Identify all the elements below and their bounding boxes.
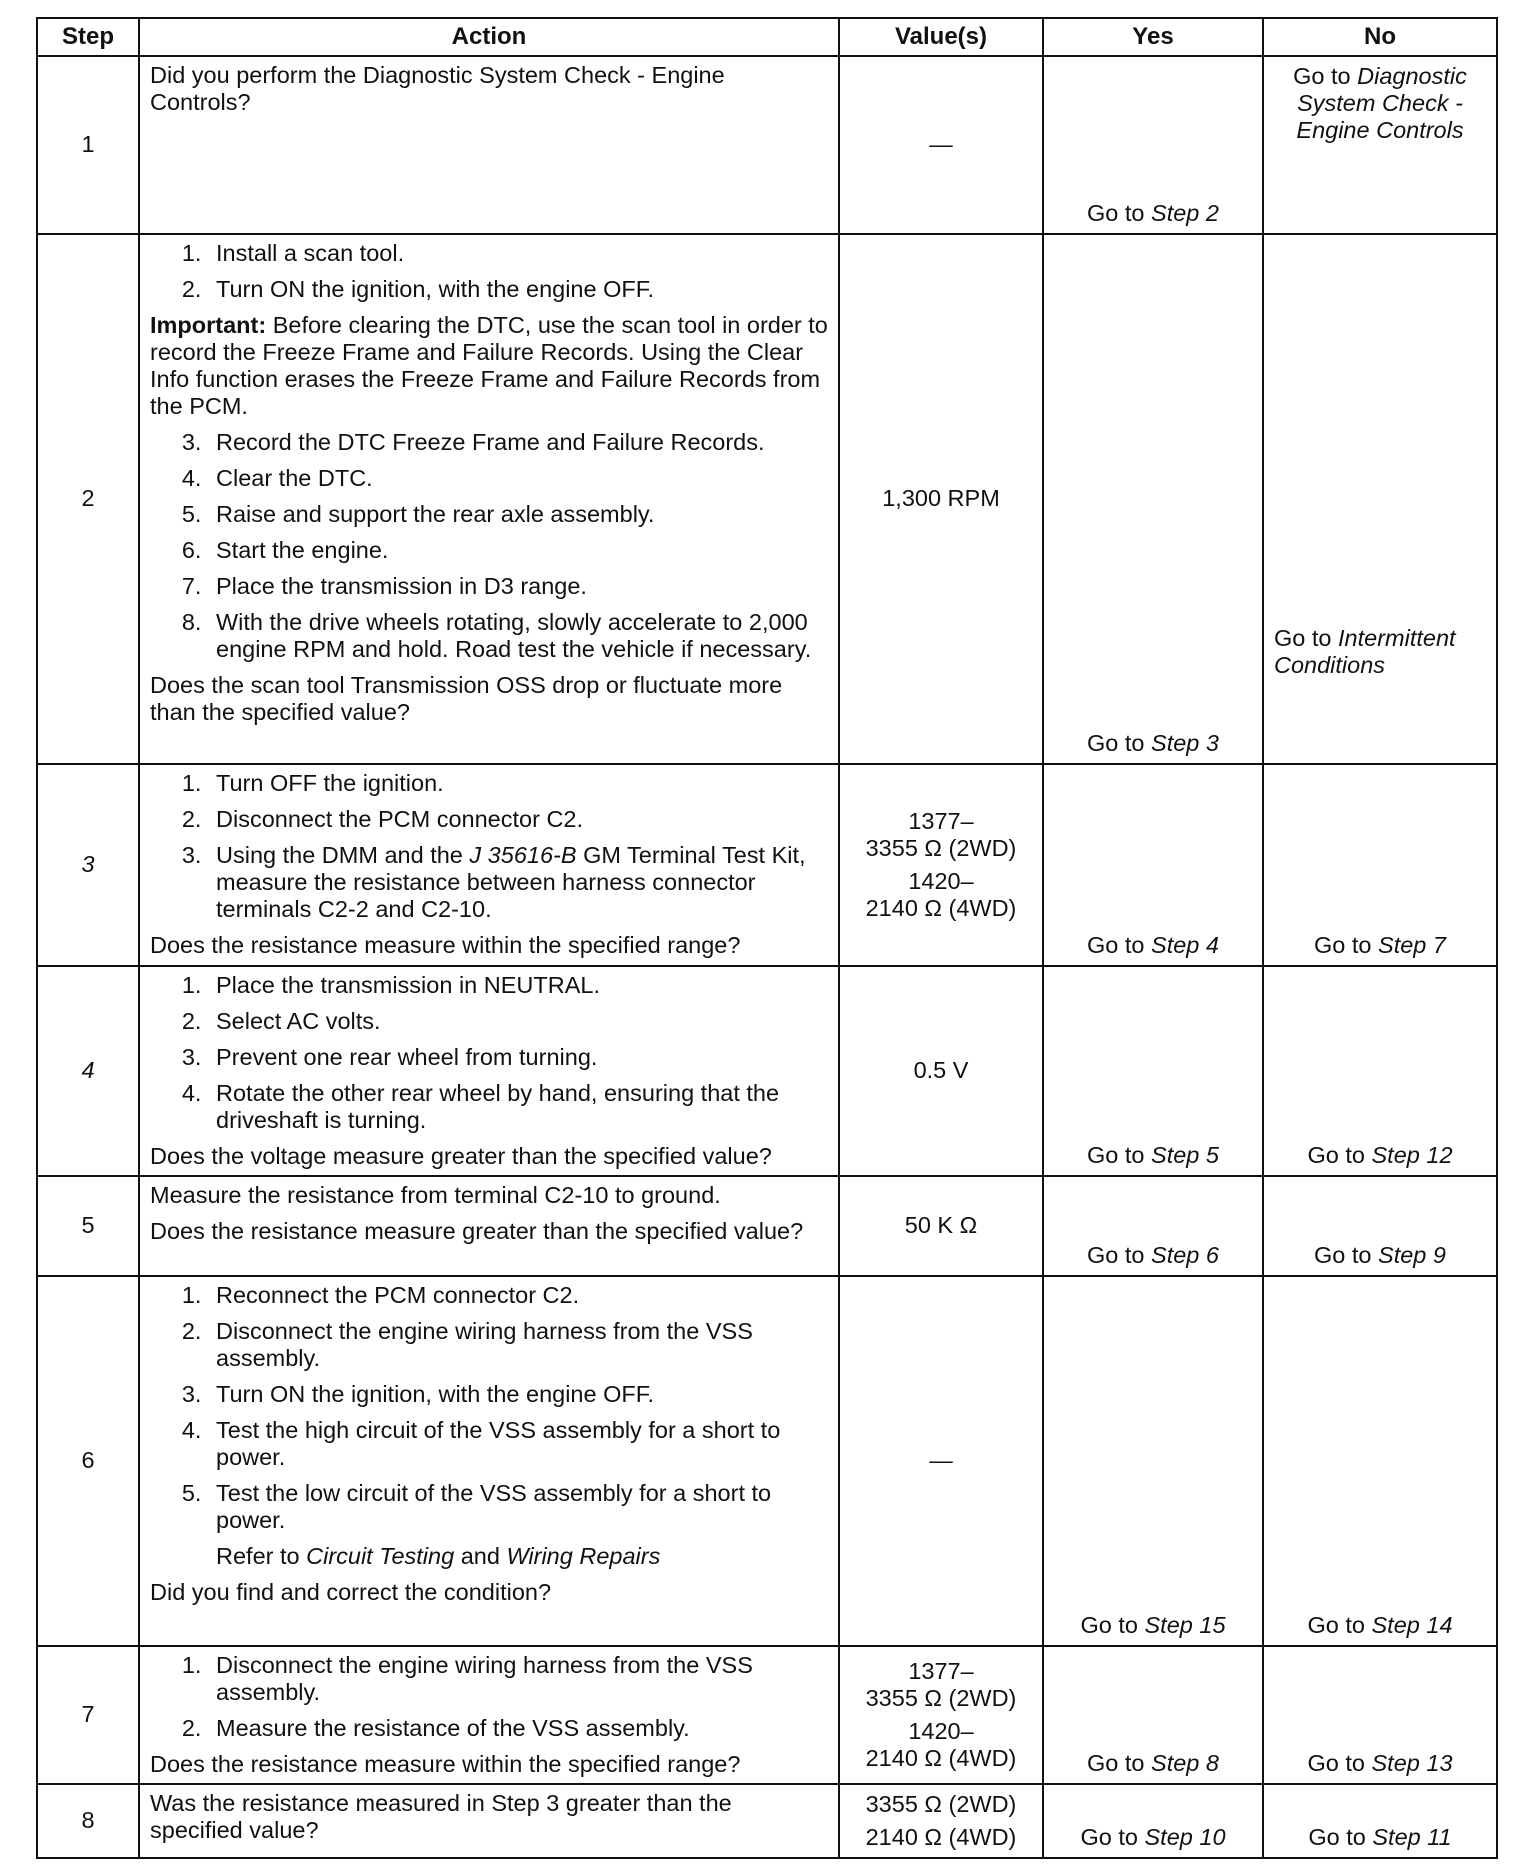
- procedure-item: 8. With the drive wheels rotating, slowly accelerate to 2,000 engine RPM and hold. Road test the vehicle if necessary.: [208, 609, 828, 663]
- no-cell: [1263, 764, 1497, 966]
- go-to-label: Go to: [1087, 1241, 1145, 1268]
- go-to-label: Go to: [1087, 1141, 1145, 1168]
- no-target-link[interactable]: Diagnostic System Check - Engine Controls: [1296, 63, 1467, 144]
- action-cell: [139, 56, 839, 234]
- action-cell: [139, 1784, 839, 1858]
- go-to-label: Go to: [1087, 931, 1145, 958]
- question-text: Does the resistance measure within the specified range?: [150, 1751, 741, 1778]
- procedure-item: 1. Reconnect the PCM connector C2.: [208, 1282, 828, 1309]
- table-row-step-2: [37, 234, 1497, 764]
- refer-note: [216, 1543, 828, 1570]
- header-row: [37, 18, 1497, 56]
- step-number: 5: [37, 1176, 139, 1276]
- go-to-label: Go to: [1307, 1141, 1365, 1168]
- yes-target-link[interactable]: Step 3: [1151, 729, 1219, 756]
- yes-target-link[interactable]: Step 6: [1151, 1241, 1219, 1268]
- table-row-step-8: [37, 1784, 1497, 1858]
- go-to-label: Go to: [1314, 1241, 1372, 1268]
- table-row-step-3: [37, 764, 1497, 966]
- procedure-text: Using the DMM and the: [216, 842, 463, 869]
- action-cell: [139, 1646, 839, 1784]
- value-line: 2140 Ω (4WD): [865, 895, 1017, 922]
- value-line: 3355 Ω (2WD): [865, 834, 1017, 861]
- value-line: 3355 Ω (2WD): [865, 1790, 1017, 1817]
- no-target-link[interactable]: Step 11: [1372, 1823, 1452, 1850]
- col-header-values: Value(s): [839, 18, 1043, 56]
- value-cell: 50 K Ω: [839, 1176, 1043, 1276]
- question-text: Does the resistance measure within the specified range?: [150, 932, 741, 959]
- instruction-text: Measure the resistance from terminal C2-10 to ground.: [150, 1182, 721, 1208]
- question-text: Does the voltage measure greater than the specified value?: [150, 1143, 772, 1170]
- procedure-item: 3. Turn ON the ignition, with the engine OFF.: [208, 1381, 828, 1408]
- procedure-item: 3. Prevent one rear wheel from turning.: [208, 1044, 828, 1071]
- yes-cell: [1043, 1176, 1263, 1276]
- procedure-item: 4. Test the high circuit of the VSS assembly for a short to power.: [208, 1417, 828, 1471]
- yes-cell: [1043, 234, 1263, 764]
- no-target-link[interactable]: Intermittent Conditions: [1274, 624, 1456, 678]
- no-target-link[interactable]: Step 12: [1371, 1141, 1453, 1168]
- table-row-step-7: [37, 1646, 1497, 1784]
- go-to-label: Go to: [1087, 1749, 1145, 1776]
- no-cell: [1263, 966, 1497, 1176]
- table-row-step-5: [37, 1176, 1497, 1276]
- value-cell: —: [839, 1276, 1043, 1646]
- step-number: 4: [37, 966, 139, 1176]
- action-cell: [139, 966, 839, 1176]
- go-to-label: Go to: [1274, 624, 1332, 651]
- procedure-item: 4. Rotate the other rear wheel by hand, ensuring that the driveshaft is turning.: [208, 1080, 828, 1134]
- go-to-label: Go to: [1308, 1823, 1366, 1850]
- col-header-step: Step: [37, 18, 139, 56]
- table-row-step-6: [37, 1276, 1497, 1646]
- step-number: 6: [37, 1276, 139, 1646]
- yes-cell: [1043, 764, 1263, 966]
- action-cell: [139, 1276, 839, 1646]
- procedure-text: GM Terminal Test Kit, measure the resistance between harness connector terminals C2-2 and C2-10.: [216, 842, 806, 923]
- value-line: 1420–: [908, 1718, 974, 1744]
- go-to-label: Go to: [1314, 931, 1372, 958]
- no-cell: [1263, 1176, 1497, 1276]
- step-number: 3: [37, 764, 139, 966]
- procedure-item: 2. Disconnect the PCM connector C2.: [208, 806, 828, 833]
- value-cell: [839, 1784, 1043, 1858]
- refer-prefix: Refer to: [216, 1543, 300, 1570]
- procedure-list: [150, 1282, 828, 1570]
- action-cell: [139, 764, 839, 966]
- procedure-item: 2. Measure the resistance of the VSS assembly.: [208, 1715, 828, 1742]
- value-cell: 0.5 V: [839, 966, 1043, 1176]
- procedure-list: [150, 240, 828, 303]
- circuit-testing-link[interactable]: Circuit Testing: [306, 1543, 455, 1570]
- step-number: 8: [37, 1784, 139, 1858]
- table-row-step-4: [37, 966, 1497, 1176]
- tool-reference: J 35616-B: [469, 842, 577, 869]
- value-cell: 1,300 RPM: [839, 234, 1043, 764]
- no-cell: [1263, 1276, 1497, 1646]
- value-cell: —: [839, 56, 1043, 234]
- procedure-item: 1. Turn OFF the ignition.: [208, 770, 828, 797]
- procedure-item: 6. Start the engine.: [208, 537, 828, 564]
- question-text: Does the resistance measure greater than the specified value?: [150, 1218, 804, 1245]
- question-text: Was the resistance measured in Step 3 greater than the specified value?: [150, 1790, 732, 1844]
- yes-cell: [1043, 56, 1263, 234]
- no-cell: [1263, 234, 1497, 764]
- go-to-label: Go to: [1293, 63, 1351, 89]
- procedure-item: [208, 842, 828, 923]
- procedure-item: 7. Place the transmission in D3 range.: [208, 573, 828, 600]
- procedure-item: 4. Clear the DTC.: [208, 465, 828, 492]
- important-note: [150, 312, 828, 420]
- yes-cell: [1043, 1646, 1263, 1784]
- diagnostic-table: [36, 17, 1498, 1859]
- step-number: 7: [37, 1646, 139, 1784]
- no-target-link[interactable]: Step 14: [1371, 1611, 1453, 1638]
- value-line: 1377–: [908, 1657, 974, 1684]
- table-row-step-1: [37, 56, 1497, 234]
- action-cell: [139, 1176, 839, 1276]
- value-line: 1377–: [908, 807, 974, 834]
- procedure-item: 1. Install a scan tool.: [208, 240, 828, 267]
- procedure-item: [208, 1480, 828, 1570]
- col-header-no: No: [1263, 18, 1497, 56]
- go-to-label: Go to: [1087, 729, 1145, 756]
- procedure-list: [150, 429, 828, 663]
- diagnostic-table-sheet: [36, 17, 1498, 1859]
- col-header-action: Action: [139, 18, 839, 56]
- wiring-repairs-link[interactable]: Wiring Repairs: [506, 1543, 661, 1570]
- important-text: Before clearing the DTC, use the scan tool in order to record the Freeze Frame and Failure Records. Using the Clear Info function erases the Freeze Frame and Failure Records from the PCM.: [150, 312, 828, 420]
- yes-target-link[interactable]: Step 10: [1144, 1823, 1226, 1850]
- yes-cell: [1043, 1276, 1263, 1646]
- procedure-item: 2. Turn ON the ignition, with the engine OFF.: [208, 276, 828, 303]
- no-target-link[interactable]: Step 13: [1371, 1749, 1453, 1776]
- no-target-link[interactable]: Step 7: [1378, 931, 1446, 958]
- value-cell: [839, 764, 1043, 966]
- question-text: Did you find and correct the condition?: [150, 1579, 552, 1606]
- step-number: 2: [37, 234, 139, 764]
- refer-and: and: [460, 1543, 500, 1570]
- procedure-item: 2. Disconnect the engine wiring harness from the VSS assembly.: [208, 1318, 828, 1372]
- procedure-item: 3. Record the DTC Freeze Frame and Failure Records.: [208, 429, 828, 456]
- yes-target-link[interactable]: Step 4: [1151, 931, 1219, 958]
- go-to-label: Go to: [1080, 1823, 1138, 1850]
- value-line: 3355 Ω (2WD): [865, 1684, 1017, 1711]
- question-text: Does the scan tool Transmission OSS drop or fluctuate more than the specified value?: [150, 672, 783, 726]
- no-cell: [1263, 56, 1497, 234]
- go-to-label: Go to: [1080, 1611, 1138, 1638]
- yes-cell: [1043, 966, 1263, 1176]
- yes-cell: [1043, 1784, 1263, 1858]
- procedure-list: [150, 972, 828, 1134]
- important-label: Important:: [150, 312, 267, 339]
- procedure-item: 1. Place the transmission in NEUTRAL.: [208, 972, 828, 999]
- procedure-list: [150, 1652, 828, 1742]
- procedure-item: 5. Raise and support the rear axle assembly.: [208, 501, 828, 528]
- value-line: 2140 Ω (4WD): [865, 1745, 1017, 1772]
- procedure-list: [150, 770, 828, 923]
- no-cell: [1263, 1646, 1497, 1784]
- value-cell: [839, 1646, 1043, 1784]
- yes-target-link[interactable]: Step 5: [1151, 1141, 1219, 1168]
- go-to-label: Go to: [1307, 1749, 1365, 1776]
- step-number: 1: [37, 56, 139, 234]
- procedure-item: 1. Disconnect the engine wiring harness from the VSS assembly.: [208, 1652, 828, 1706]
- go-to-label: Go to: [1307, 1611, 1365, 1638]
- value-line: 2140 Ω (4WD): [865, 1824, 1017, 1850]
- procedure-item: 2. Select AC volts.: [208, 1008, 828, 1035]
- no-target-link[interactable]: Step 9: [1378, 1241, 1446, 1268]
- yes-target-link[interactable]: Step 2: [1151, 199, 1219, 226]
- go-to-label: Go to: [1087, 199, 1145, 226]
- value-line: 1420–: [908, 868, 974, 894]
- yes-target-link[interactable]: Step 8: [1151, 1749, 1219, 1776]
- question-text: Did you perform the Diagnostic System Check - Engine Controls?: [150, 62, 725, 116]
- action-cell: [139, 234, 839, 764]
- col-header-yes: Yes: [1043, 18, 1263, 56]
- yes-target-link[interactable]: Step 15: [1144, 1611, 1226, 1638]
- procedure-text: Test the low circuit of the VSS assembly for a short to power.: [216, 1480, 772, 1534]
- no-cell: [1263, 1784, 1497, 1858]
